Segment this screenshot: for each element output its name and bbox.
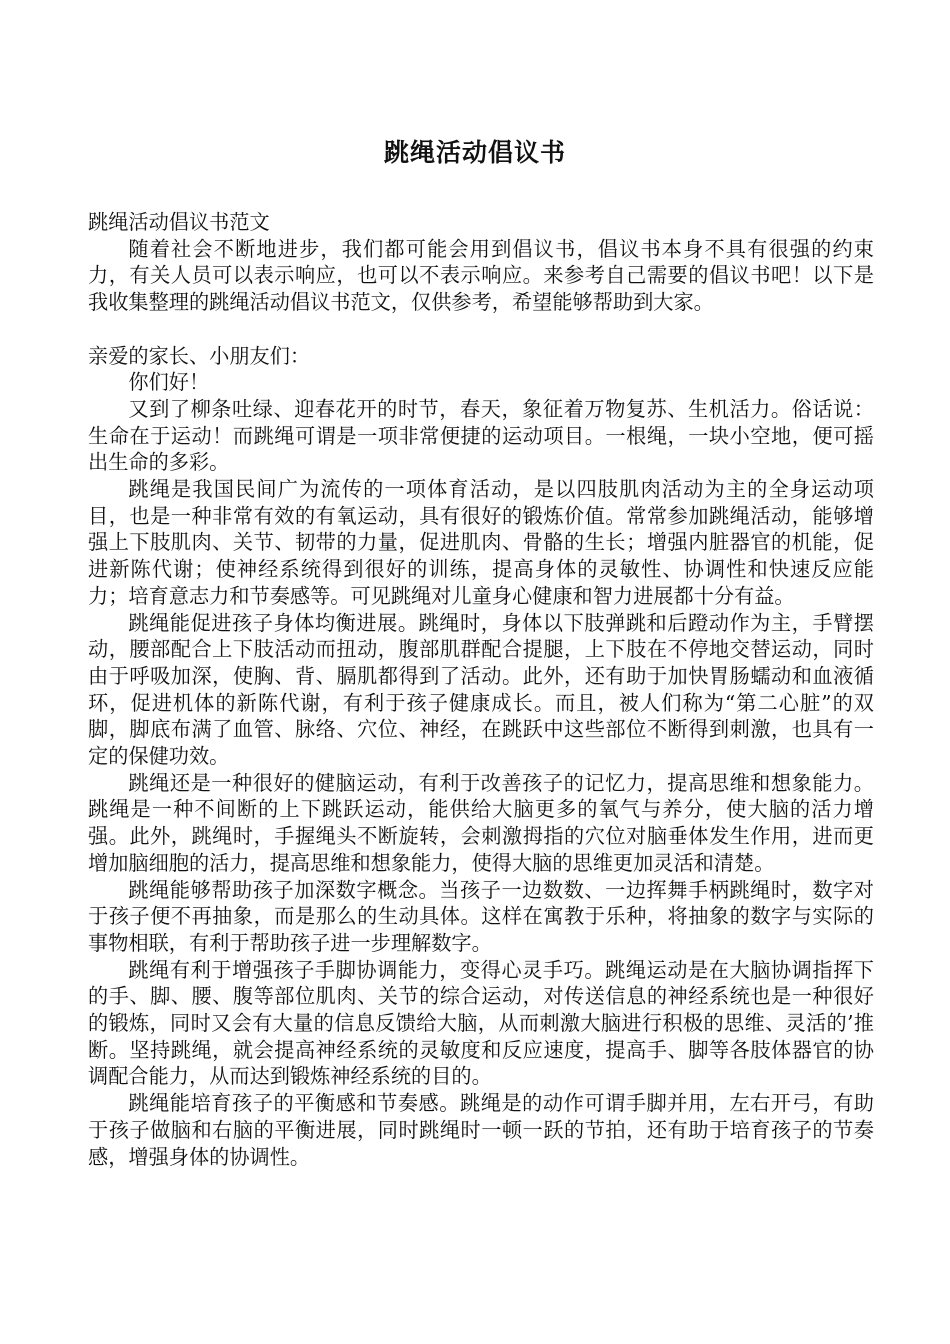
body-paragraph: 跳绳能促进孩子身体均衡进展。跳绳时，身体以下肢弹跳和后蹬动作为主，手臂摆动，腰部配合上下肢活动而扭动，腹部肌群配合提腿，上下肢在不停地交替运动，同时由于呼吸加深，使胸、背、膈肌都得到了活动。此外，还有助于加快胃肠蠕动和血液循环，促进机体的新陈代谢，有利于孩子健康成长。而且，被人们称为“第二心脏”的双脚，脚底布满了血管、脉络、穴位、神经，在跳跃中这些部位不断得到刺激，也具有一定的保健功效。 [88,610,874,769]
document-title: 跳绳活动倡议书 [383,137,566,167]
body-paragraph: 跳绳还是一种很好的健脑运动，有利于改善孩子的记忆力，提高思维和想象能力。跳绳是一种不间断的上下跳跃运动，能供给大脑更多的氧气与养分，使大脑的活力增强。此外，跳绳时，手握绳头不断旋转，会刺激拇指的穴位对脑垂体发生作用，进而更增加脑细胞的活力，提高思维和想象能力，使得大脑的思维更加灵活和清楚。 [88,770,874,875]
salutation: 亲爱的家长、小朋友们： [88,343,311,368]
body-paragraph: 又到了柳条吐绿、迎春花开的时节，春天，象征着万物复苏、生机活力。俗话说：生命在于运动！而跳绳可谓是一项非常便捷的运动项目。一根绳，一块小空地，便可摇出生命的多彩。 [88,396,874,475]
body-paragraph: 跳绳能培育孩子的平衡感和节奏感。跳绳是的动作可谓手脚并用，左右开弓，有助于孩子做脑和右脑的平衡进展，同时跳绳时一顿一跃的节拍，还有助于培育孩子的节奏感，增强身体的协调性。 [88,1091,874,1169]
body-paragraph: 跳绳有利于增强孩子手脚协调能力，变得心灵手巧。跳绳运动是在大脑协调指挥下的手、脚、腰、腹等部位肌肉、关节的综合运动，对传送信息的神经系统也是一种很好的锻炼，同时又会有大量的信息反馈给大脑，从而刺激大脑进行积极的思维、灵活的’推断。坚持跳绳，就会提高神经系统的灵敏度和反应速度，提高手、脚等各肢体器官的协调配合能力，从而达到锻炼神经系统的目的。 [88,957,874,1089]
greeting: 你们好！ [128,370,210,395]
blank-line [88,316,874,343]
document-subtitle: 跳绳活动倡议书范文 [88,210,270,234]
intro-paragraph: 随着社会不断地进步，我们都可能会用到倡议书，倡议书本身不具有很强的约束力，有关人员可以表示响应，也可以不表示响应。来参考自己需要的倡议书吧！以下是我收集整理的跳绳活动倡议书范文，仅供参考，希望能够帮助到大家。 [88,236,874,315]
body-paragraph: 跳绳是我国民间广为流传的一项体育活动，是以四肢肌肉活动为主的全身运动项目，也是一种非常有效的有氧运动，具有很好的锻炼价值。常常参加跳绳活动，能够增强上下肢肌肉、关节、韧带的力量，促进肌肉、骨骼的生长；增强内脏器官的机能，促进新陈代谢；使神经系统得到很好的训练，提高身体的灵敏性、协调性和快速反应能力；培育意志力和节奏感等。可见跳绳对儿童身心健康和智力进展都十分有益。 [88,477,874,608]
body-paragraph: 跳绳能够帮助孩子加深数字概念。当孩子一边数数、一边挥舞手柄跳绳时，数字对于孩子便不再抽象，而是那么的生动具体。这样在寓教于乐种，将抽象的数字与实际的事物相联，有利于帮助孩子进一步理解数字。 [88,877,874,955]
document-body [88,209,874,1170]
